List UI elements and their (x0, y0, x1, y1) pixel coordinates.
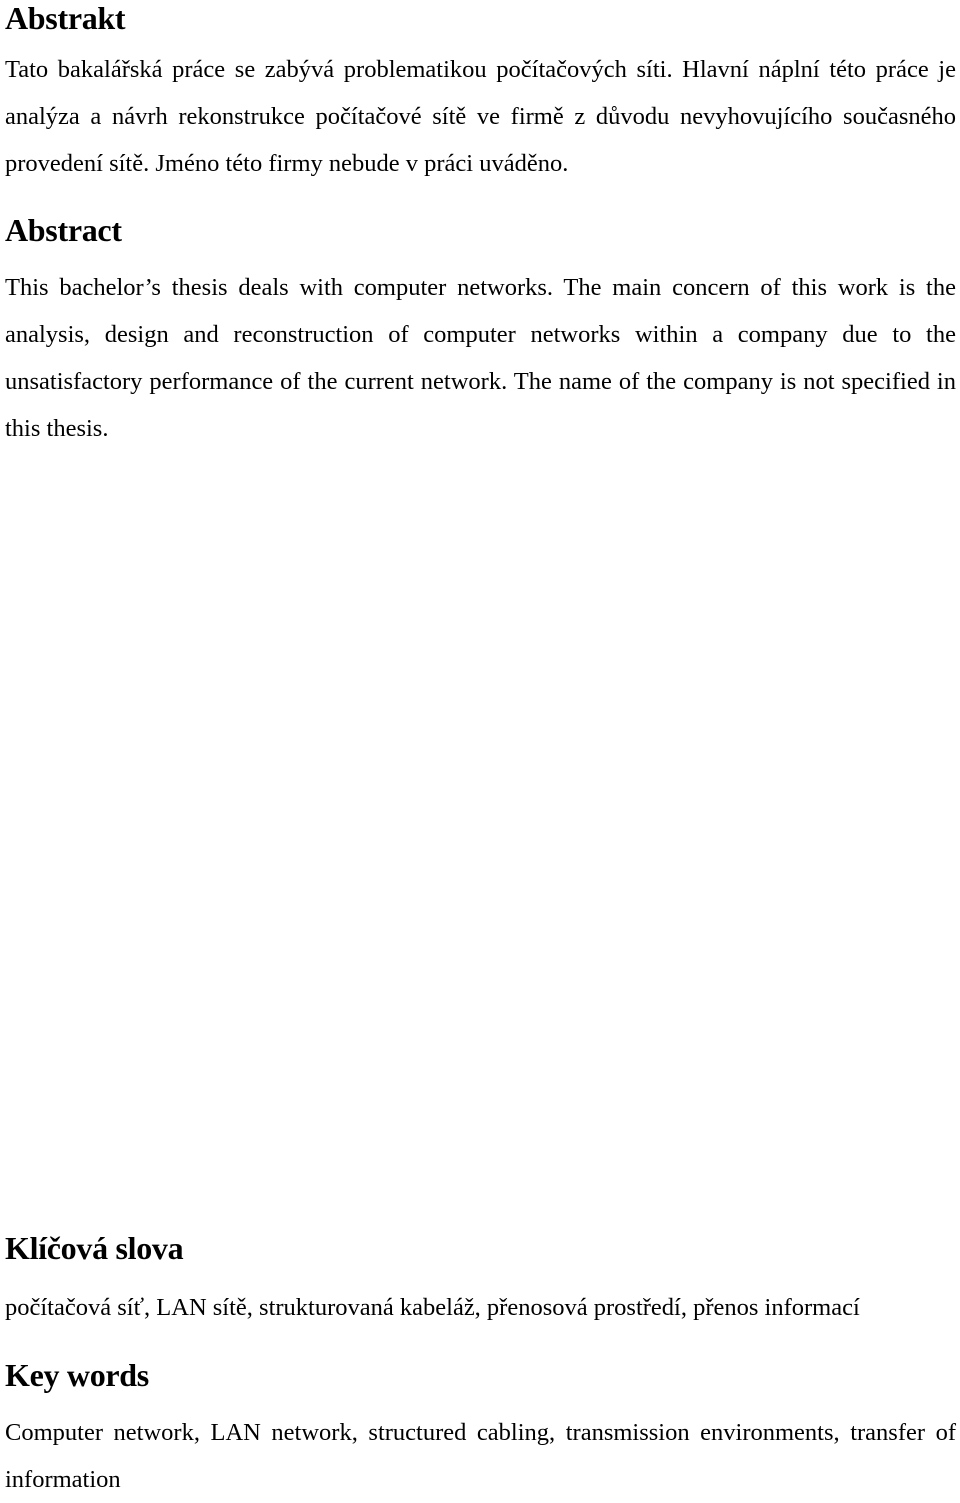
abstract-heading: Abstract (5, 212, 122, 248)
key-words-heading: Key words (5, 1357, 149, 1393)
abstract-text: This bachelor’s thesis deals with computer networks. The main concern of this work is the analysis, design and reconstruction of computer networks within a company due to the unsatisfactory performance of the current network. The name of the company is not specified in this thesis. (5, 274, 956, 442)
klicova-slova-section (5, 1230, 956, 1331)
klicova-slova-text: počítačová síť, LAN sítě, strukturovaná kabeláž, přenosová prostředí, přenos informací (5, 1294, 860, 1321)
key-words-section (5, 1357, 956, 1503)
abstrakt-text: Tato bakalářská práce se zabývá problematikou počítačových síti. Hlavní náplní této práce je analýza a návrh rekonstrukce počítačové sítě ve firmě z důvodu nevyhovujícího současného provedení sítě. Jméno této firmy nebude v práci uváděno. (5, 56, 956, 177)
abstrakt-section (5, 0, 956, 187)
abstrakt-heading: Abstrakt (5, 0, 126, 36)
key-words-text: Computer network, LAN network, structured cabling, transmission environments, transfer of information (5, 1419, 956, 1493)
abstract-section (5, 212, 956, 452)
klicova-slova-heading: Klíčová slova (5, 1230, 184, 1266)
